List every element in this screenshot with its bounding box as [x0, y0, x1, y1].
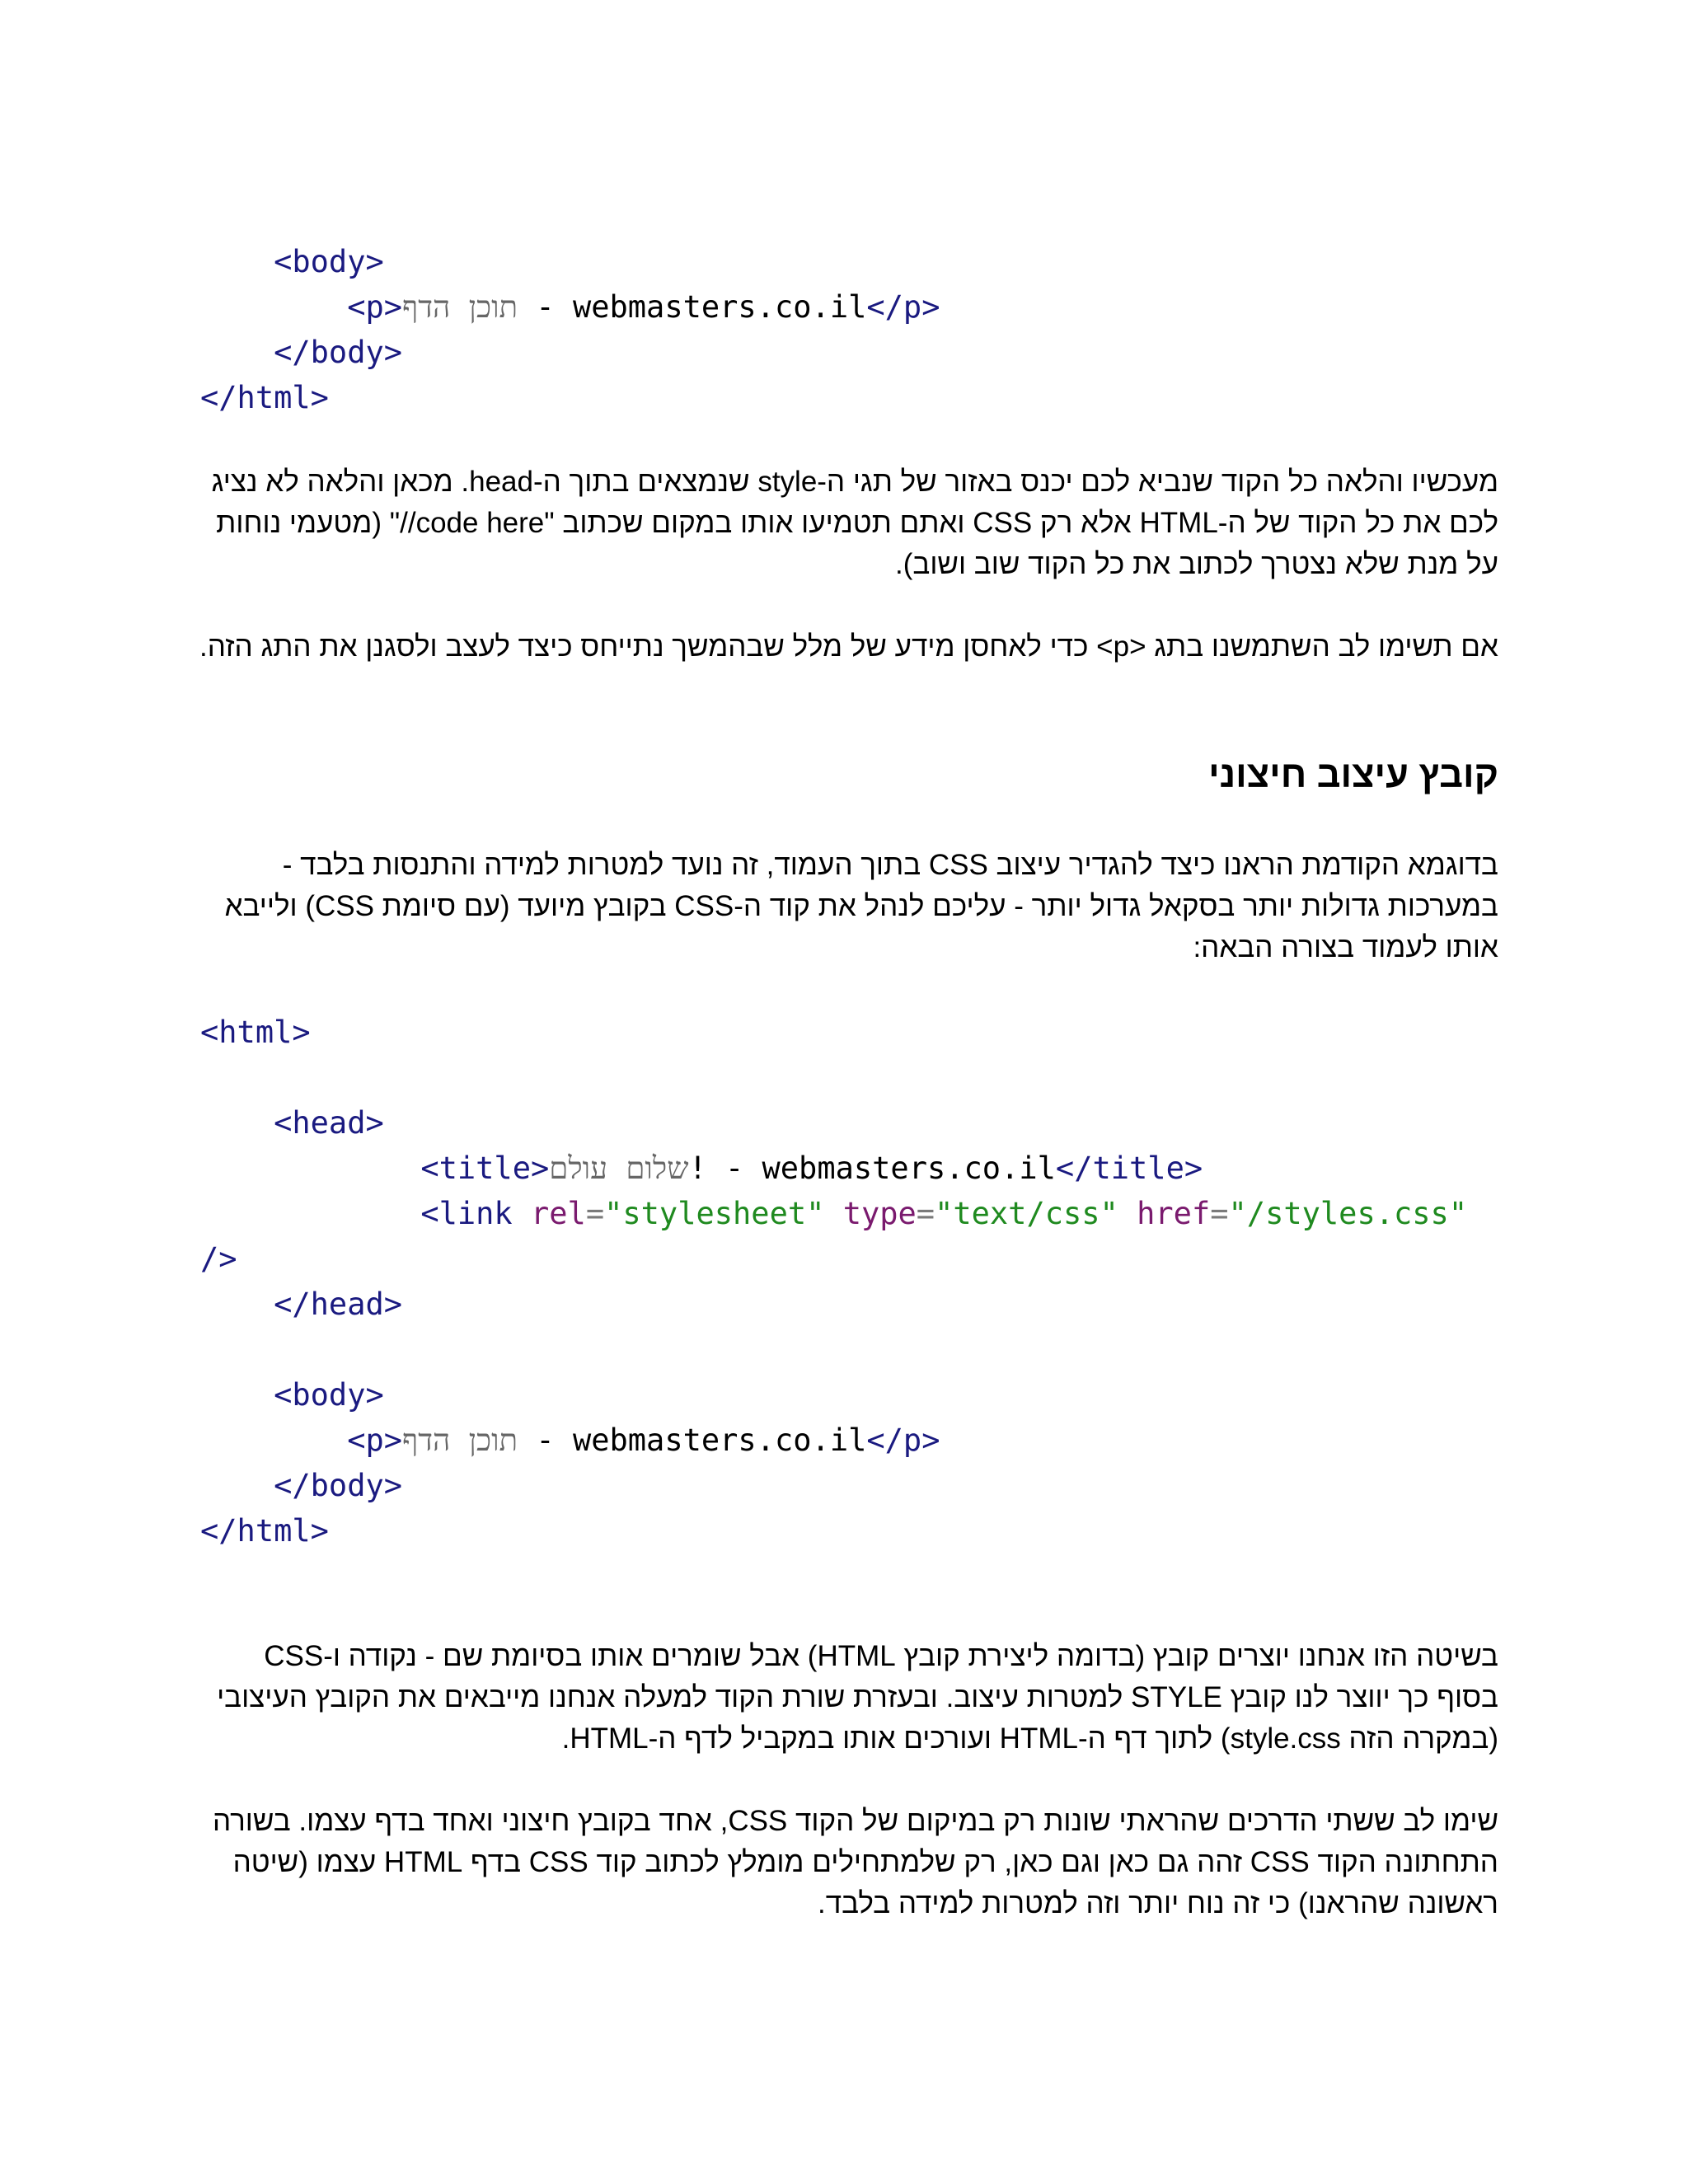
hebrew-code-text: תוכן הדף	[402, 1422, 518, 1458]
code-text: - webmasters.co.il	[518, 1422, 867, 1458]
paragraph-external-file-explanation: בשיטה הזו אנחנו יוצרים קובץ (בדומה ליצירת קובץ HTML) אבל שומרים אותו בסיומת שם - נקודה ו-CSS בסוף כך יווצר לנו קובץ STYLE למטרות עיצוב. ובעזרת שורת הקוד למעלה אנחנו מייבאים את הקובץ העיצובי (במקרה הזה style.css) לתוך דף ה-HTML ועורכים אותו במקביל לדף ה-HTML.	[217, 1640, 1498, 1755]
code-line	[200, 1508, 329, 1554]
html-close-tag: </html>	[200, 1513, 329, 1549]
code-line: <link rel="stylesheet" type="text/css" href="/styles.css"	[420, 1196, 1468, 1231]
code-line	[200, 330, 402, 375]
type-attribute: type	[842, 1196, 917, 1231]
body-open-tag: <body>	[274, 1377, 384, 1413]
html-open-tag: <html>	[200, 1015, 311, 1050]
paragraph-p-tag-note: אם תשימו לב השתמשנו בתג <p> כדי לאחסן מידע של מלל שבהמשך נתייחס כיצד לעצב ולסגנן את התג הזה.	[199, 630, 1498, 663]
title-open-tag: <title>	[420, 1151, 550, 1186]
code-line	[200, 284, 940, 330]
hebrew-code-text: תוכן הדף	[402, 289, 518, 325]
head-close-tag: </head>	[274, 1286, 403, 1322]
href-value: "/styles.css"	[1228, 1196, 1468, 1231]
hebrew-code-text: שלום עולם	[549, 1151, 689, 1186]
body-close-tag: </body>	[274, 1468, 403, 1503]
code-text: - webmasters.co.il	[518, 289, 867, 325]
code-line	[200, 1146, 1203, 1191]
code-line	[200, 1010, 311, 1055]
p-close-tag: </p>	[866, 1422, 940, 1458]
code-line	[200, 1236, 237, 1282]
section-heading: קובץ עיצוב חיצוני	[1208, 753, 1498, 795]
type-value: "text/css"	[935, 1196, 1118, 1231]
p-open-tag: <p>	[347, 289, 403, 325]
code-line	[200, 1418, 940, 1463]
rel-attribute: rel	[530, 1196, 586, 1231]
paragraph-external-css-intro: בדוגמא הקודמת הראנו כיצד להגדיר עיצוב CSS בתוך העמוד, זה נועד למטרות למידה והתנסות בלבד - במערכות גדולות יותר בסקאל גדול יותר - עליכם לנהל את קוד ה-CSS בקובץ מיועד (עם סיומת CSS) ולייבא אותו לעמוד בצורה הבאה:	[224, 849, 1498, 963]
p-open-tag: <p>	[347, 1422, 403, 1458]
code-line	[200, 1282, 402, 1327]
head-open-tag: <head>	[274, 1105, 384, 1141]
link-open-tag: <link	[420, 1196, 513, 1231]
code-text: ! - webmasters.co.il	[688, 1151, 1056, 1186]
body-close-tag: </body>	[274, 335, 403, 370]
code-line	[200, 375, 329, 420]
title-close-tag: </title>	[1055, 1151, 1203, 1186]
code-line	[200, 1463, 402, 1508]
paragraph-style-intro: מעכשיו והלאה כל הקוד שנביא לכם יכנס באזור של תגי ה-style שנמצאים בתוך ה-head. מכאן והלאה לא נציג לכם את כל הקוד של ה-HTML אלא רק CSS ואתם תטמיעו אותו במקום שכתוב "code here//" (מטעמי נוחות על מנת שלא נצטרך לכתוב את כל הקוד שוב ושוב).	[211, 466, 1498, 580]
body-open-tag: <body>	[274, 244, 384, 279]
code-line	[200, 239, 384, 284]
href-attribute: href	[1137, 1196, 1211, 1231]
rel-value: "stylesheet"	[604, 1196, 825, 1231]
code-line	[200, 1372, 384, 1418]
p-close-tag: </p>	[866, 289, 940, 325]
html-close-tag: </html>	[200, 380, 329, 415]
paragraph-comparison-note: שימו לב ששתי הדרכים שהראתי שונות רק במיקום של הקוד CSS, אחד בקובץ חיצוני ואחד בדף עצמו. בשורה התחתונה הקוד CSS זהה גם כאן וגם כאן, רק שלמתחילים מומלץ לכתוב קוד CSS בדף HTML עצמו (שיטה ראשונה שהראנו) כי זה נוח יותר וזה למטרות למידה בלבד.	[212, 1805, 1498, 1919]
code-line	[200, 1100, 384, 1146]
link-close-tag: />	[200, 1241, 237, 1277]
